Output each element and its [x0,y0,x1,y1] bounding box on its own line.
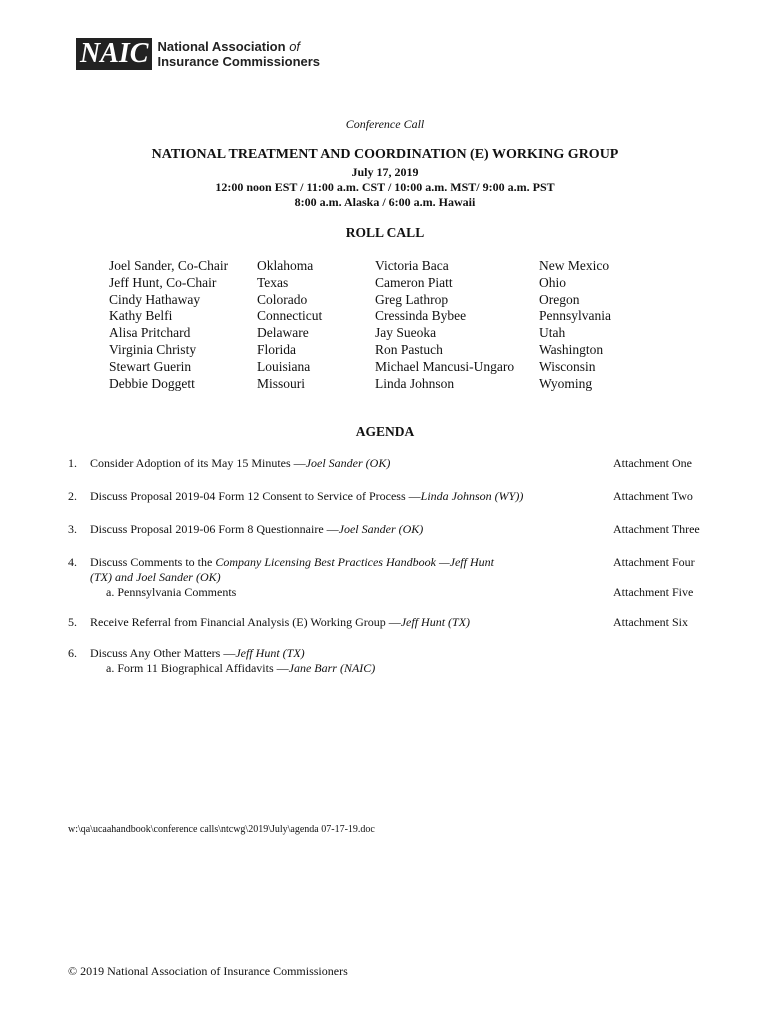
logo-of: of [289,39,301,54]
handbook-title: Company Licensing Best Practices Handbook —Jeff Hunt [215,555,494,569]
meeting-date: July 17, 2019 [351,165,419,179]
attachment-label: Attachment Four [613,555,695,569]
agenda-text: Consider Adoption of its May 15 Minutes —Joel Sander (OK) [90,456,391,470]
member-name: Jeff Hunt, Co-Chair [109,274,217,290]
meeting-time-line2: 8:00 a.m. Alaska / 6:00 a.m. Hawaii [294,195,476,209]
naic-logo [76,38,320,70]
agenda-number: 3. [68,522,77,536]
attachment-label: Attachment Five [613,585,694,599]
agenda-text: Discuss Proposal 2019-06 Form 8 Questionnaire —Joel Sander (OK) [90,522,424,536]
agenda-presenter: Joel Sander (OK) [338,522,424,536]
agenda-text: Receive Referral from Financial Analysis (E) Working Group —Jeff Hunt (TX) [90,615,471,629]
agenda-subitem: a. Pennsylvania Comments [106,585,237,599]
member-name: Michael Mancusi-Ungaro [375,358,515,374]
member-state: Utah [539,325,566,341]
member-name: Linda Johnson [375,375,455,391]
member-state: Colorado [257,291,308,307]
member-name: Alisa Pritchard [109,325,191,341]
roll-call-heading: ROLL CALL [345,225,425,240]
member-state: Wyoming [539,375,593,391]
member-name: Virginia Christy [109,341,197,357]
member-state: Florida [257,341,296,357]
agenda-number: 1. [68,456,77,470]
member-state: Washington [539,341,604,357]
agenda-presenter: Jeff Hunt (TX) [235,646,305,660]
agenda-subitem: a. Form 11 Biographical Affidavits —Jane Barr (NAIC) [106,661,376,675]
member-name: Cressinda Bybee [375,308,467,324]
agenda-number: 5. [68,615,77,629]
agenda-text: Discuss Any Other Matters —Jeff Hunt (TX) a. Form 11 Biographical Affidavits —Jane Barr (NAIC) [90,646,376,675]
attachment-label: Attachment Six [613,615,688,629]
member-state: Wisconsin [539,358,596,374]
member-state: Louisiana [257,358,311,374]
member-name: Victoria Baca [375,258,449,273]
attachment-label: Attachment Three [613,522,700,536]
member-state: Delaware [257,325,309,341]
agenda-heading: AGENDA [355,424,415,439]
conference-label: Conference Call [345,117,425,131]
agenda-text: Discuss Comments to the Company Licensing Best Practices Handbook —Jeff Hunt (TX) and Joel Sander (OK) a. Pennsylvania Comments [90,555,494,599]
page-title: NATIONAL TREATMENT AND COORDINATION (E) WORKING GROUP [151,147,619,162]
agenda-presenter: Jeff Hunt (TX) [400,615,471,629]
agenda-text: Discuss Proposal 2019-04 Form 12 Consent to Service of Process —Linda Johnson (WY)) [90,489,524,503]
agenda-presenter: Linda Johnson (WY)) [420,489,524,503]
naic-logo-mark: NAIC [76,38,152,70]
member-name: Ron Pastuch [375,341,443,357]
member-state: Connecticut [257,308,323,324]
member-name: Kathy Belfi [109,308,173,324]
agenda-number: 6. [68,646,77,660]
meeting-time-line1: 12:00 noon EST / 11:00 a.m. CST / 10:00 a.m. MST/ 9:00 a.m. PST [215,180,555,194]
member-name: Debbie Doggett [109,375,195,391]
copyright: © 2019 National Association of Insurance Commissioners [68,964,348,978]
member-state: New Mexico [539,258,610,273]
agenda-presenter: Jane Barr (NAIC) [288,661,376,675]
member-name: Greg Lathrop [375,291,449,307]
file-path: w:\qa\ucaahandbook\conference calls\ntcwg\2019\July\agenda 07-17-19.doc [68,824,375,835]
member-state: Pennsylvania [539,308,611,324]
attachment-label: Attachment One [613,456,692,470]
roll-column-states-2 [539,258,611,392]
agenda-presenter: (TX) and Joel Sander (OK) [90,570,221,584]
member-state: Missouri [257,375,306,391]
member-name: Joel Sander, Co-Chair [109,258,229,273]
agenda-presenter: Joel Sander (OK) [305,456,391,470]
attachment-label: Attachment Two [613,489,693,503]
member-state: Texas [257,274,289,290]
logo-line2: Insurance Commissioners [157,54,321,69]
member-name: Cameron Piatt [375,274,453,290]
agenda-number: 4. [68,555,77,569]
member-name: Cindy Hathaway [109,291,201,307]
member-name: Stewart Guerin [109,358,192,374]
roll-column-names-2 [375,258,514,392]
roll-column-names-1 [109,258,228,392]
member-state: Ohio [539,274,566,290]
naic-logo-text [157,39,320,69]
member-state: Oregon [539,291,580,307]
logo-line1: National Association [157,39,286,54]
agenda-number: 2. [68,489,77,503]
member-name: Jay Sueoka [375,325,437,341]
member-state: Oklahoma [257,258,314,273]
roll-column-states-1 [257,258,322,392]
